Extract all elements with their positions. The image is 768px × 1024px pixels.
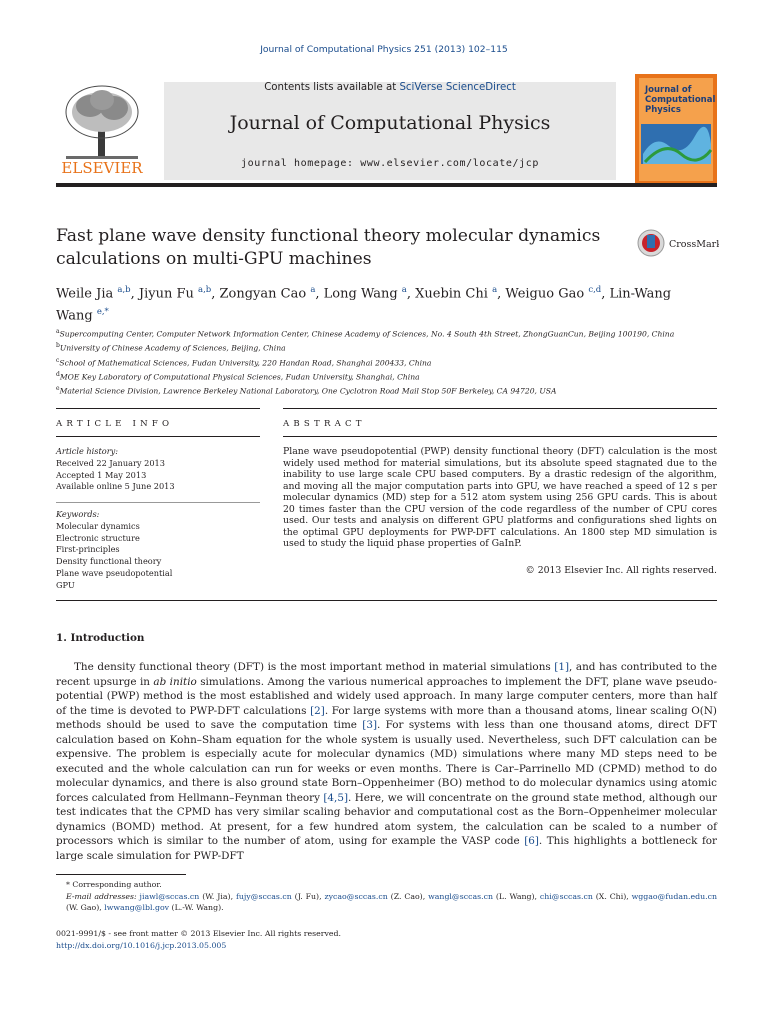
keyword-item: GPU bbox=[56, 579, 75, 590]
elsevier-logo bbox=[56, 80, 148, 176]
email-owner: (X. Chi), bbox=[592, 891, 632, 901]
abstract-top-rule bbox=[283, 408, 717, 409]
author-list: Weile Jia $^{a,b}$, Jiyun Fu $^{a,b}$, Zongyan Cao $^a$, Long Wang $^a$, Xuebin Chi $^a$, Weiguo Gao $^{c,d}$, Lin-Wang Wang $^{e,*}$ bbox=[56, 285, 672, 324]
introduction-paragraph bbox=[56, 660, 717, 863]
email-label: E-mail addresses: bbox=[66, 891, 140, 901]
author-name[interactable]: Xuebin Chi bbox=[415, 286, 488, 302]
article-info-heading: ARTICLE INFO bbox=[56, 419, 174, 429]
email-owner: (W. Jia), bbox=[199, 891, 236, 901]
body-text: . Here, we will concentrate on the ground state method, although our test indicates that the CPMD has very similar scaling behavior and computational cost as the Born–Oppenheimer molecular dynamics (BOMD) method. At present, for a few hundred atom system, the calculation can be scaled to a number of processors which is similar to the number of atom, using for example the VASP code bbox=[56, 791, 717, 847]
masthead-rule bbox=[56, 183, 717, 187]
journal-title: Journal of Computational Physics bbox=[229, 112, 551, 134]
keyword-item: Density functional theory bbox=[56, 556, 162, 567]
affiliation-marker: d bbox=[56, 370, 60, 378]
homepage-prefix: journal homepage: bbox=[241, 158, 361, 169]
body-text: . For systems with less than one thousand atoms, direct DFT calculation based on Kohn–Sham equation for the whole system is usually used. Nevertheless, such DFT calculation can be expensive. The problem is especially acute for molecular dynamics (MD) simulations where many MD steps need to be executed and the whole calculation can run for weeks or even months. There is Car–Parrinello MD (CPMD) method to do molecular dynamics, and there is also ground state Born–Oppenheimer (BO) method to do molecular dynamics using atomic forces calculated from Hellmann–Feynman theory bbox=[56, 719, 717, 804]
email-link[interactable]: lwwang@lbl.gov bbox=[104, 903, 170, 912]
body-text: . For large systems with more than a thousand atoms, linear scaling O(N) methods should be used to save the computation time bbox=[56, 704, 717, 731]
history-item: Available online 5 June 2013 bbox=[56, 481, 175, 492]
contents-prefix: Contents lists available at bbox=[264, 82, 400, 93]
author-affiliation-marker[interactable]: a bbox=[401, 285, 407, 295]
journal-reference[interactable]: Journal of Computational Physics 251 (2013) 102–115 bbox=[260, 44, 508, 55]
email-owner: (L.-W. Wang). bbox=[169, 903, 224, 912]
abstract-bottom-rule bbox=[56, 600, 717, 601]
article-title: Fast plane wave density functional theory molecular dynamics calculations on multi-GPU machines bbox=[56, 226, 601, 269]
info-top-rule bbox=[56, 408, 260, 409]
author-affiliation-marker[interactable]: a bbox=[492, 285, 498, 295]
author-name[interactable]: Weile Jia bbox=[56, 286, 114, 302]
crossmark-icon bbox=[638, 230, 664, 256]
keyword-item: Molecular dynamics bbox=[56, 520, 140, 531]
keywords-list bbox=[56, 521, 260, 592]
email-owner: (J. Fu), bbox=[291, 891, 325, 901]
author-name[interactable]: Lin-Wang Wang bbox=[56, 286, 672, 324]
body-text: , and has contributed to the recent upsurge in bbox=[56, 661, 717, 688]
issn-line: 0021-9991/$ - see front matter © 2013 Elsevier Inc. All rights reserved. bbox=[56, 929, 341, 938]
citation-link[interactable]: [1] bbox=[554, 661, 570, 673]
author-affiliation-marker[interactable]: a bbox=[310, 285, 316, 295]
elsevier-wordmark: ELSEVIER bbox=[61, 159, 143, 176]
affiliation-item bbox=[56, 355, 716, 369]
keywords-label: Keywords: bbox=[56, 509, 100, 519]
homepage-link[interactable]: www.elsevier.com/locate/jcp bbox=[360, 158, 539, 169]
author-name[interactable]: Weiguo Gao bbox=[505, 286, 585, 302]
corresponding-label: Corresponding author. bbox=[72, 880, 162, 889]
affiliation-text: Supercomputing Center, Computer Network Information Center, Chinese Academy of Sciences, No. 4 South 4th Street, ZhongGuanCun, Beijing 100190, China bbox=[59, 329, 675, 339]
author-name[interactable]: Jiyun Fu bbox=[138, 286, 194, 302]
history-list bbox=[56, 458, 260, 493]
keywords bbox=[56, 509, 260, 592]
tree-icon bbox=[56, 80, 148, 176]
front-matter bbox=[56, 928, 717, 951]
cover-title: Computational bbox=[645, 95, 716, 105]
body-text: The density functional theory (DFT) is the most important method in material simulations bbox=[74, 661, 555, 673]
journal-homepage bbox=[164, 158, 616, 169]
affiliation-marker: c bbox=[56, 356, 60, 364]
cover-title: Journal of bbox=[645, 85, 692, 95]
email-owner: (L. Wang), bbox=[492, 891, 540, 901]
email-link[interactable]: fujy@sccas.cn bbox=[235, 891, 292, 901]
doi-link[interactable]: http://dx.doi.org/10.1016/j.jcp.2013.05.005 bbox=[56, 940, 227, 950]
footnote-rule bbox=[56, 874, 186, 875]
affiliation-text: MOE Key Laboratory of Computational Physical Sciences, Fudan University, Shanghai, China bbox=[59, 372, 420, 382]
affiliation-item bbox=[56, 340, 716, 354]
email-link[interactable]: chi@sccas.cn bbox=[539, 891, 593, 901]
history-item: Accepted 1 May 2013 bbox=[56, 469, 147, 480]
sciencedirect-link[interactable]: SciVerse ScienceDirect bbox=[399, 82, 516, 93]
author-name[interactable]: Long Wang bbox=[323, 286, 398, 302]
author-affiliation-marker[interactable]: a,b bbox=[117, 285, 131, 295]
affiliation-text: University of Chinese Academy of Sciences, Beijing, China bbox=[59, 343, 286, 353]
crossmark-label: CrossMark bbox=[669, 239, 719, 250]
email-addresses bbox=[56, 891, 717, 914]
abstract-heading-rule bbox=[283, 436, 717, 437]
author-affiliation-marker[interactable]: c,d bbox=[588, 285, 602, 295]
article-history bbox=[56, 446, 260, 493]
contents-line bbox=[164, 82, 616, 93]
author-affiliation-marker[interactable]: a,b bbox=[198, 285, 212, 295]
affiliation-item bbox=[56, 383, 716, 397]
affiliation-item bbox=[56, 326, 716, 340]
citation-link[interactable]: [6] bbox=[524, 835, 539, 847]
copyright-notice: © 2013 Elsevier Inc. All rights reserved. bbox=[525, 565, 717, 576]
email-owner: (Z. Cao), bbox=[387, 891, 429, 901]
email-owner: (W. Gao), bbox=[66, 903, 105, 912]
affiliation-marker: b bbox=[56, 342, 60, 350]
author-affiliation-marker[interactable]: e,* bbox=[96, 307, 109, 318]
italic-term: ab initio bbox=[153, 675, 197, 688]
history-item: Received 22 January 2013 bbox=[56, 457, 165, 468]
affiliation-text: School of Mathematical Sciences, Fudan University, 220 Handan Road, Shanghai 200433, China bbox=[59, 358, 432, 368]
info-heading-rule bbox=[56, 436, 260, 437]
author-name[interactable]: Zongyan Cao bbox=[219, 286, 307, 302]
affiliation-marker: a bbox=[56, 328, 60, 335]
affiliation-text: Material Science Division, Lawrence Berkeley National Laboratory, One Cyclotron Road Mail Stop 50F Berkeley, CA 94720, USA bbox=[59, 386, 557, 396]
keyword-item: First-principles bbox=[56, 544, 120, 555]
keyword-item: Plane wave pseudopotential bbox=[56, 567, 173, 578]
email-link[interactable]: wangl@sccas.cn bbox=[428, 891, 493, 901]
citation-link[interactable]: [4,5] bbox=[323, 791, 348, 804]
info-separator bbox=[56, 502, 260, 503]
email-link[interactable]: zycao@sccas.cn bbox=[324, 891, 388, 901]
email-link[interactable]: wggao@fudan.edu.cn bbox=[631, 891, 717, 901]
crossmark-badge[interactable] bbox=[637, 228, 719, 258]
affiliations bbox=[56, 326, 716, 398]
journal-cover-image bbox=[635, 74, 717, 185]
abstract-text: Plane wave pseudopotential (PWP) density functional theory (DFT) calculation is the most widely used method for material simulations, but its absolute speed stagnated due to the inability to use large scale CPU based computers. By a drastic redesign of the algorithm, and moving all the major computation parts into GPU, we have reached a speed of 12 s per molecular dynamics (MD) step for a 512 atom system using 256 GPU cards. This is about 20 times faster than the CPU version of the code regardless of the number of CPU cores used. Our tests and analysis on different GPU platforms and configurations shed lights on the optimal GPU deployments for PWP-DFT calculations. An 1800 step MD simulation is used to study the liquid phase properties of GaInP. bbox=[283, 446, 717, 549]
body-text: simulations. Among the various numerical approaches to implement the DFT, plane wave pseudo-potential (PWP) method is the most established and widely used approach. In many large computer centers, more than half of the time is devoted to PWP-DFT calculations bbox=[56, 675, 717, 717]
corresponding-note bbox=[56, 879, 717, 891]
asterisk-mark: * bbox=[66, 880, 70, 889]
affiliation-marker: e bbox=[56, 385, 60, 393]
footnotes bbox=[56, 879, 717, 914]
cover-title: Physics bbox=[645, 105, 681, 115]
citation-link[interactable]: [2] bbox=[310, 704, 325, 717]
abstract-heading: ABSTRACT bbox=[283, 419, 366, 429]
affiliation-item bbox=[56, 369, 716, 383]
keyword-item: Electronic structure bbox=[56, 532, 140, 543]
body-text: . This highlights a bottleneck for large scale simulation for PWP-DFT bbox=[56, 835, 718, 862]
history-label: Article history: bbox=[56, 446, 118, 456]
introduction-heading: 1. Introduction bbox=[56, 632, 145, 644]
email-link[interactable]: jiawl@sccas.cn bbox=[139, 891, 200, 901]
citation-link[interactable]: [3] bbox=[362, 719, 377, 731]
